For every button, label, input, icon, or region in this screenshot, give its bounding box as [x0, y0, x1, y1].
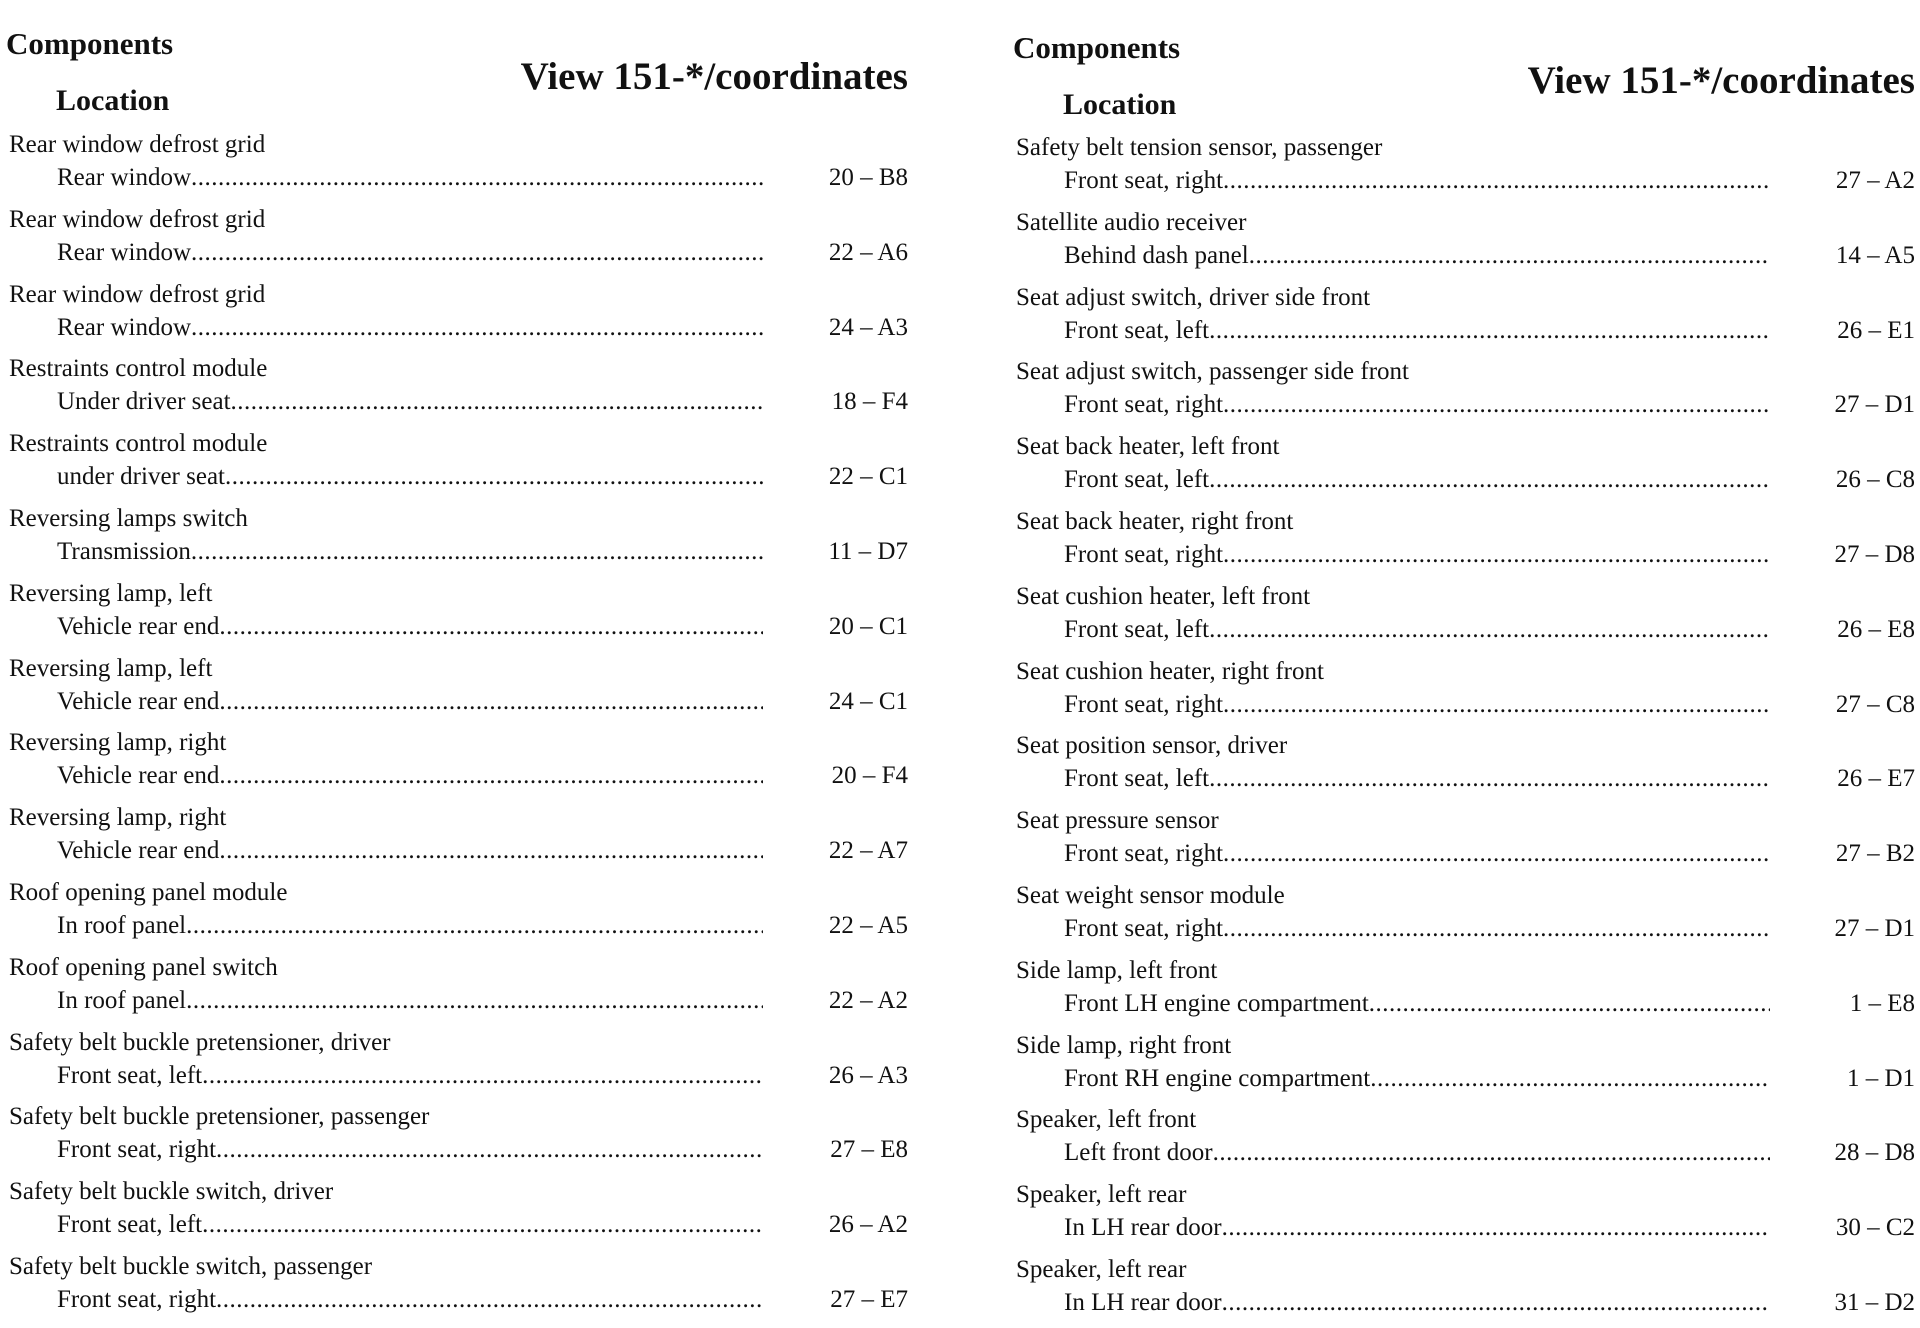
- component-location: Rear window .....: [57, 239, 763, 271]
- component-entry: [1013, 728, 1915, 803]
- component-location: Front seat, right .....: [1064, 691, 1770, 723]
- component-entry: [6, 725, 908, 800]
- components-heading: Components: [1013, 30, 1181, 65]
- component-entry: [1013, 953, 1915, 1028]
- component-name: Safety belt tension sensor, passenger: [1016, 134, 1383, 161]
- component-entry: [6, 1025, 908, 1100]
- component-entry: [6, 351, 908, 426]
- component-entry: [6, 950, 908, 1025]
- component-name: Side lamp, left front: [1016, 956, 1218, 984]
- view-coordinate: 1 – E8: [1849, 989, 1915, 1017]
- view-coordinate: 24 – A3: [828, 313, 908, 341]
- component-entry: [1013, 1177, 1915, 1252]
- view-coordinate: 22 – A2: [828, 986, 908, 1014]
- component-entry: [6, 1249, 908, 1324]
- view-coordinate: 26 – E1: [1837, 316, 1915, 344]
- view-coordinate: 27 – D1: [1834, 391, 1915, 419]
- component-name: Seat weight sensor module: [1016, 881, 1285, 909]
- component-location: under driver seat .....: [57, 463, 763, 495]
- component-entry: [1013, 280, 1915, 355]
- view-coordinate: 31 – D2: [1834, 1288, 1915, 1316]
- view-coordinate: 26 – E8: [1837, 615, 1915, 643]
- component-name: Safety belt buckle switch, passenger: [9, 1252, 373, 1280]
- component-location: Vehicle rear end .....: [57, 688, 763, 720]
- view-coordinates-heading: View 151-*/coordinates: [1527, 59, 1915, 102]
- component-location: Front seat, right .....: [1064, 840, 1770, 872]
- component-name: Speaker, left rear: [1016, 1255, 1187, 1283]
- component-entry: [6, 127, 908, 202]
- component-name: Seat adjust switch, passenger side front: [1016, 358, 1409, 386]
- component-name: Reversing lamp, right: [9, 729, 227, 757]
- entry-list: [6, 127, 908, 1324]
- component-entry: [6, 1174, 908, 1249]
- component-name: Seat cushion heater, left front: [1016, 582, 1311, 610]
- component-name: Seat position sensor, driver: [1016, 732, 1288, 760]
- view-coordinate: 18 – F4: [831, 388, 908, 416]
- view-coordinate: 27 – B2: [1835, 840, 1915, 868]
- view-coordinate: 22 – C1: [828, 463, 908, 491]
- component-location: In LH rear door .....: [1064, 1214, 1770, 1246]
- view-coordinate: 26 – A3: [828, 1061, 908, 1089]
- component-name: Seat back heater, left front: [1016, 433, 1280, 461]
- component-location: Front LH engine compartment .....: [1064, 990, 1770, 1022]
- component-location: Front seat, right .....: [57, 1136, 763, 1168]
- component-name: Reversing lamp, right: [9, 804, 227, 832]
- component-name: Rear window defrost grid: [9, 131, 266, 158]
- component-entry: [6, 800, 908, 875]
- component-entry: [1013, 429, 1915, 504]
- component-location: Front seat, left .....: [57, 1211, 763, 1243]
- component-entry: [6, 501, 908, 576]
- view-coordinate: 22 – A5: [828, 911, 908, 939]
- component-name: Seat back heater, right front: [1016, 507, 1294, 535]
- component-name: Safety belt buckle pretensioner, driver: [9, 1028, 391, 1056]
- component-name: Rear window defrost grid: [9, 205, 266, 233]
- component-location: Left front door .....: [1064, 1139, 1770, 1171]
- component-location: Rear window .....: [57, 164, 763, 196]
- view-coordinate: 30 – C2: [1835, 1214, 1915, 1242]
- component-name: Seat adjust switch, driver side front: [1016, 283, 1371, 311]
- component-entry: [6, 651, 908, 726]
- component-entry: [1013, 579, 1915, 654]
- component-location: Front seat, left .....: [57, 1062, 763, 1094]
- component-name: Safety belt buckle switch, driver: [9, 1178, 334, 1206]
- view-coordinate: 27 – C8: [1835, 690, 1915, 718]
- view-coordinate: 27 – A2: [1835, 167, 1915, 194]
- component-location: Rear window .....: [57, 314, 763, 346]
- component-location: Behind dash panel .....: [1064, 242, 1770, 274]
- component-name: Reversing lamps switch: [9, 504, 248, 532]
- component-entry: [1013, 1028, 1915, 1103]
- view-coordinate: 26 – C8: [1835, 466, 1915, 494]
- view-coordinate: 27 – D8: [1834, 540, 1915, 568]
- component-location: Front seat, left .....: [1064, 616, 1770, 648]
- component-location: Vehicle rear end .....: [57, 837, 763, 869]
- view-coordinate: 27 – E8: [830, 1136, 908, 1164]
- component-location: Front seat, right .....: [1064, 915, 1770, 947]
- view-coordinate: 22 – A7: [828, 837, 908, 865]
- component-name: Speaker, left rear: [1016, 1181, 1187, 1209]
- component-name: Safety belt buckle pretensioner, passenger: [9, 1103, 430, 1131]
- component-entry: [6, 1099, 908, 1174]
- view-coordinate: 20 – C1: [828, 612, 908, 640]
- view-coordinate: 11 – D7: [828, 537, 908, 565]
- component-entry: [1013, 878, 1915, 953]
- component-name: Reversing lamp, left: [9, 654, 213, 682]
- view-coordinate: 27 – E7: [830, 1285, 908, 1313]
- component-name: Speaker, left front: [1016, 1106, 1197, 1134]
- component-location: Under driver seat .....: [57, 388, 763, 420]
- view-coordinate: 28 – D8: [1834, 1139, 1915, 1167]
- component-entry: [1013, 803, 1915, 878]
- component-location: Front seat, right .....: [1064, 167, 1770, 199]
- view-coordinate: 20 – F4: [831, 762, 908, 790]
- component-entry: [1013, 1252, 1915, 1327]
- component-entry: [6, 277, 908, 352]
- component-name: Roof opening panel switch: [9, 953, 278, 981]
- component-name: Restraints control module: [9, 430, 268, 458]
- component-name: Side lamp, right front: [1016, 1031, 1232, 1059]
- component-location: Front RH engine compartment .....: [1064, 1065, 1770, 1097]
- component-name: Rear window defrost grid: [9, 280, 266, 308]
- components-heading: Components: [6, 26, 174, 61]
- entry-list: [1013, 130, 1915, 1327]
- view-coordinate: 27 – D1: [1834, 914, 1915, 942]
- component-location: Front seat, right .....: [1064, 391, 1770, 423]
- component-entry: [1013, 354, 1915, 429]
- view-coordinate: 14 – A5: [1835, 241, 1915, 269]
- component-entry: [6, 875, 908, 950]
- component-location: Front seat, left .....: [1064, 466, 1770, 498]
- component-entry: [1013, 1102, 1915, 1177]
- component-name: Reversing lamp, left: [9, 579, 213, 607]
- component-name: Seat cushion heater, right front: [1016, 657, 1324, 685]
- component-entry: [6, 576, 908, 651]
- component-entry: [6, 202, 908, 277]
- location-heading: Location: [1063, 88, 1177, 121]
- component-location: Front seat, right .....: [1064, 541, 1770, 573]
- component-location: Vehicle rear end .....: [57, 762, 763, 794]
- component-location: Front seat, left .....: [1064, 317, 1770, 349]
- component-name: Restraints control module: [9, 355, 268, 383]
- view-coordinate: 24 – C1: [828, 687, 908, 715]
- component-entry: [6, 426, 908, 501]
- component-location: Front seat, left .....: [1064, 765, 1770, 797]
- location-heading: Location: [56, 84, 170, 117]
- component-entry: [1013, 654, 1915, 729]
- component-entry: [1013, 205, 1915, 280]
- view-coordinate: 1 – D1: [1846, 1064, 1915, 1092]
- component-location: In LH rear door .....: [1064, 1289, 1770, 1321]
- view-coordinate: 22 – A6: [828, 238, 908, 266]
- component-entry: [1013, 504, 1915, 579]
- component-name: Seat pressure sensor: [1016, 807, 1219, 835]
- component-name: Satellite audio receiver: [1016, 208, 1247, 236]
- component-location: Front seat, right .....: [57, 1286, 763, 1318]
- component-location: Vehicle rear end .....: [57, 613, 763, 645]
- component-name: Roof opening panel module: [9, 878, 288, 906]
- component-location: In roof panel .....: [57, 912, 763, 944]
- view-coordinate: 26 – A2: [828, 1211, 908, 1239]
- view-coordinate: 26 – E7: [1837, 765, 1915, 793]
- view-coordinate: 20 – B8: [828, 164, 908, 191]
- component-entry: [1013, 130, 1915, 205]
- view-coordinates-heading: View 151-*/coordinates: [520, 55, 908, 98]
- component-location: Transmission .....: [57, 538, 763, 570]
- component-location: In roof panel .....: [57, 987, 763, 1019]
